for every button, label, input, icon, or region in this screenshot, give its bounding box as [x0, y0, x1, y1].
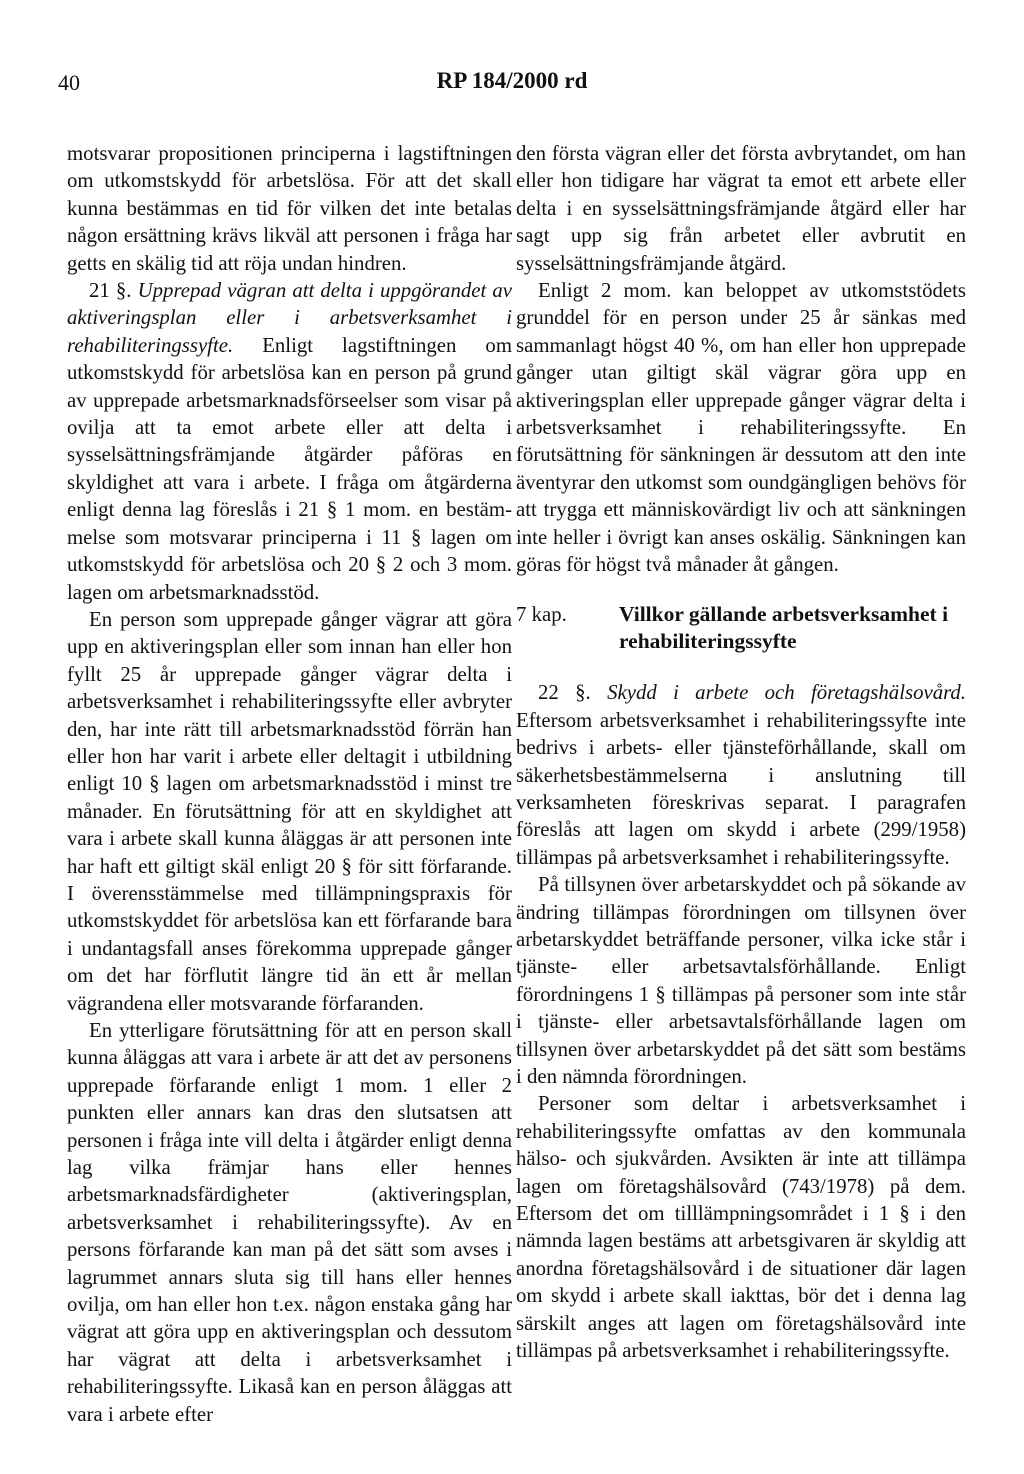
chapter-title: Villkor gällande arbetsverksamhet i rehabiliteringssyfte [619, 601, 949, 653]
right-column [516, 140, 966, 1364]
left-column [67, 140, 512, 1428]
section-21-paragraph [67, 277, 512, 606]
paragraph: En person som upprepade gånger vägrar att göra upp en aktiveringsplan eller som innan han eller hon fyllt 25 år upprepade gånger vägrar delta i arbetsverksamhet i rehabiliteringssyfte eller avbryter den, har inte rätt till arbetsmarknadsstöd förrän han eller hon har varit i arbete eller deltagit i utbildning enligt 10 § lagen om arbetsmarknadsstöd i minst tre månader. En förutsättning för att en skyldighet att vara i arbete skall kunna åläggas är att personen inte har haft ett giltigt skäl enligt 20 § för sitt förfarande. I överensstämmelse med tillämpningspraxis för utkomstskyddet för arbetslösa kan ett förfarande bara i undantagsfall anses förekomma upprepade gånger om det har förflutit längre tid än ett år mellan vägrandena eller motsvarande förfaranden. [67, 607, 512, 1015]
section-number: 21 §. [89, 279, 132, 303]
paragraph: den första vägran eller det första avbrytandet, om han eller hon tidigare har vägrat ta emot ett arbete eller delta i en sysselsättningsfrämjande åtgärd eller har sagt upp sig från arbetet eller avbrutit en sysselsättningsfrämjande åtgärd. [516, 142, 966, 275]
running-head: RP 184/2000 rd [436, 68, 588, 93]
paragraph: Enligt 2 mom. kan beloppet av utkomststödets grunddel för en person under 25 år sänkas med sammanlagt högst 40 %, om han eller hon upprepade gånger utan giltigt skäl vägrar göra upp en aktiveringsplan eller upprepade gånger vägrar delta i arbetsverksamhet i rehabiliteringssyfte. En förutsättning för sänkningen är dessutom att den inte äventyrar den utkomst som oundgängligen behövs för att trygga ett människovärdigt liv och att sänkningen inte heller i övrigt kan anses oskälig. Sänkningen kan göras för högst två månader åt gången. [516, 279, 966, 577]
section-heading: Upprepad vägran att delta i uppgörandet av aktiveringsplan eller i arbetsverksamhet i rehabiliteringssyfte. [67, 279, 512, 357]
section-22-paragraph [516, 679, 966, 871]
paragraph: Personer som deltar i arbetsverksamhet i rehabiliteringssyfte omfattas av den kommunala hälso- och sjukvården. Avsikten är inte att tillämpa lagen om företagshälsovård (743/1978) på dem. Eftersom det om tilllämpningsområdet i 1 § i den nämnda lagen bestäms att arbetsgivaren är skyldig att anordna företagshälsovård i de situationer där lagen om skydd i arbete skall iakttas, bör det i denna lag särskilt anges att lagen om företagshälsovård inte tillämpas på arbetsverksamhet i rehabiliteringssyfte. [516, 1092, 966, 1363]
paragraph: På tillsynen över arbetarskyddet och på sökande av ändring tillämpas förordningen om tillsynen över arbetarskyddet beträffande personer, vilka icke står i tjänste- eller arbetsavtalsförhållande. Enligt förordningens 1 § tillämpas på personer som inte står i tjänste- eller arbetsavtalsförhållande lagen om tillsynen över arbetarskyddet på det sätt som bestäms i den nämnda förordningen. [516, 873, 966, 1088]
section-text: Enligt lagstiftningen om utkomstskydd för arbetslösa kan en person på grund av upprepade arbetsmarknadsförseelser som visar på ovilja att ta emot arbete eller att delta i sysselsättningsfrämjande åtgärder påföras en skyldighet att vara i arbete. I fråga om åtgärderna enligt denna lag föreslås i 21 § 1 mom. en bestämmelse som motsvarar principerna i 11 § lagen om utkomstskydd för arbetslösa och 20 § 2 och 3 mom. lagen om arbetsmarknadsstöd. [67, 333, 513, 604]
paragraph: motsvarar propositionen principerna i lagstiftningen om utkomstskydd för arbetslösa. För att det skall kunna bestämmas en tid för vilken det inte betalas någon ersättning krävs likväl att personen i fråga har getts en skälig tid att röja undan hindren. [67, 142, 512, 275]
chapter-heading [516, 601, 966, 656]
section-text: Eftersom arbetsverksamhet i rehabiliteringssyfte inte bedrivs i arbets- eller tjänsteförhållande, skall om säkerhetsbestämmelserna i anslutning till verksamheten föreskrivas separat. I paragrafen föreslås att lagen om skydd i arbete (299/1958) tillämpas på arbetsverksamhet i rehabiliteringssyfte. [516, 708, 966, 869]
paragraph: En ytterligare förutsättning för att en person skall kunna åläggas att vara i arbete är att det av personens upprepade förfarande enligt 1 mom. 1 eller 2 punkten eller annars kan dras den slutsatsen att personen i fråga inte vill delta i åtgärder enligt denna lag vilka främjar hans eller hennes arbetsmarknadsfärdigheter (aktiveringsplan, arbetsverksamhet i rehabiliteringssyfte). Av en persons förfarande kan man på det sätt som avses i lagrummet annars sluta sig till hans eller hennes ovilja, om han eller hon t.ex. någon enstaka gång har vägrat att göra upp en aktiveringsplan och dessutom har vägrat att delta i arbetsverksamhet i rehabiliteringssyfte. Likaså kan en person åläggas att vara i arbete efter [67, 1019, 512, 1426]
page-number: 40 [58, 70, 80, 95]
chapter-label: 7 kap. [516, 602, 567, 626]
section-number: 22 §. [538, 681, 591, 705]
section-heading: Skydd i arbete och företagshälsovård. [607, 681, 967, 705]
